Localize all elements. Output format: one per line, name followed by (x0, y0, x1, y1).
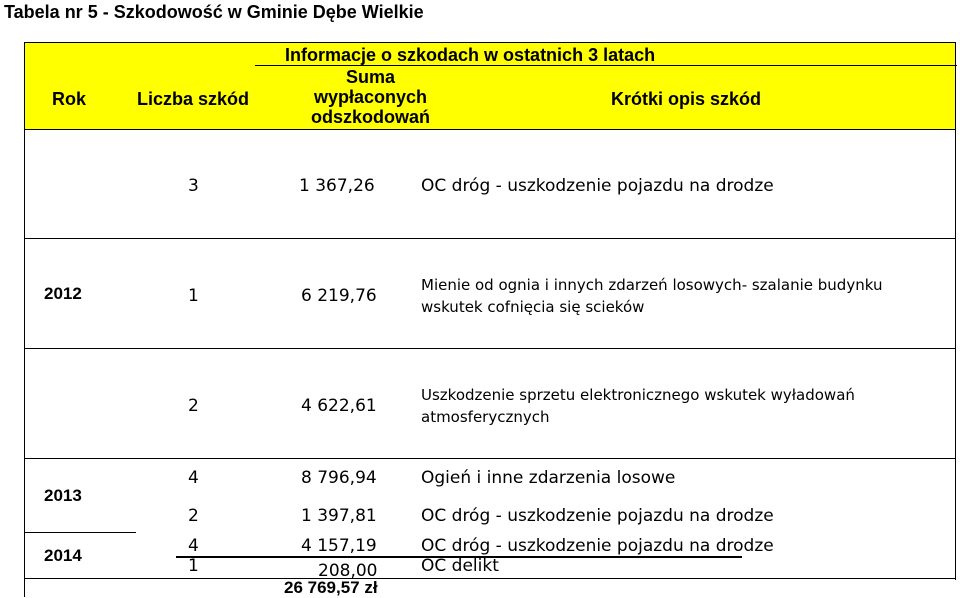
cell-liczba: 4 (188, 468, 199, 488)
cell-suma: 4 157,19 (301, 536, 377, 556)
cell-liczba: 2 (188, 506, 199, 526)
cell-opis: OC dróg - uszkodzenie pojazdu na drodze (421, 506, 774, 526)
page-title: Tabela nr 5 - Szkodowość w Gminie Dębe Wielkie (4, 2, 424, 22)
cell-liczba: 1 (188, 286, 199, 306)
header-rok: Rok (52, 89, 87, 109)
cell-rok: 2013 (44, 486, 82, 505)
cell-suma: 8 796,94 (301, 468, 377, 488)
cell-suma: 1 397,81 (301, 506, 377, 526)
cell-suma: 1 367,26 (299, 176, 375, 196)
cell-liczba: 1 (188, 556, 199, 576)
total-sum: 26 769,57 zł (284, 578, 378, 597)
cell-opis: Mienie od ognia i innych zdarzeń losowych- szalanie budynku wskutek cofnięcia się scieków (421, 276, 883, 316)
cell-opis: Uszkodzenie sprzetu elektronicznego wskutek wyładowań atmosferycznych (421, 386, 855, 426)
cell-rok: 2012 (44, 284, 82, 303)
cell-liczba: 4 (188, 536, 199, 556)
cell-liczba: 3 (188, 176, 199, 196)
header-opis: Krótki opis szkód (611, 89, 762, 109)
cell-rok: 2014 (44, 546, 82, 565)
cell-opis: Ogień i inne zdarzenia losowe (421, 468, 676, 488)
table-header (24, 42, 956, 130)
cell-suma: 208,00 (318, 561, 378, 581)
header-liczba: Liczba szkód (137, 89, 250, 109)
header-suma: Suma wypłaconych odszkodowań (311, 67, 431, 127)
header-group-label: Informacje o szkodach w ostatnich 3 latach (285, 45, 656, 65)
cell-opis: OC delikt (421, 556, 499, 576)
cell-opis: OC dróg - uszkodzenie pojazdu na drodze (421, 536, 774, 556)
cell-liczba: 2 (188, 396, 199, 416)
cell-opis: OC dróg - uszkodzenie pojazdu na drodze (421, 176, 774, 196)
cell-suma: 4 622,61 (301, 396, 377, 416)
cell-suma: 6 219,76 (301, 286, 377, 306)
